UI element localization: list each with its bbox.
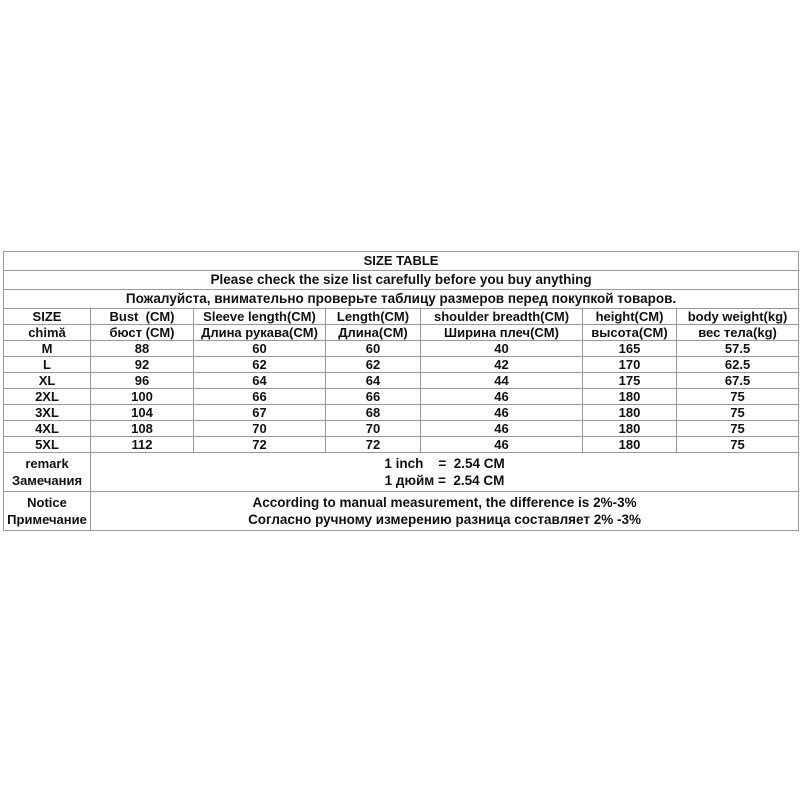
header-cell: chimă bbox=[4, 325, 91, 341]
table-cell: 46 bbox=[421, 389, 583, 405]
remark-line-inch: 1 inch = 2.54 CM bbox=[384, 456, 505, 471]
check-notice-en: Please check the size list carefully before you buy anything bbox=[4, 271, 799, 290]
table-cell: 96 bbox=[91, 373, 194, 389]
table-cell: 64 bbox=[326, 373, 421, 389]
table-title: SIZE TABLE bbox=[4, 252, 799, 271]
table-cell: 60 bbox=[326, 341, 421, 357]
table-cell: 57.5 bbox=[677, 341, 799, 357]
table-cell: 180 bbox=[583, 421, 677, 437]
header-row-en bbox=[4, 309, 799, 325]
notice-label-en: Notice bbox=[27, 495, 67, 510]
check-notice-ru: Пожалуйста, внимательно проверьте таблицу размеров перед покупкой товаров. bbox=[4, 290, 799, 309]
remark-content bbox=[91, 453, 799, 492]
size-cell: 5XL bbox=[4, 437, 91, 453]
notice-row-en bbox=[4, 271, 799, 290]
table-row bbox=[4, 405, 799, 421]
table-cell: 100 bbox=[91, 389, 194, 405]
table-row bbox=[4, 389, 799, 405]
table-cell: 75 bbox=[677, 437, 799, 453]
table-cell: 70 bbox=[326, 421, 421, 437]
table-cell: 42 bbox=[421, 357, 583, 373]
table-cell: 64 bbox=[194, 373, 326, 389]
table-cell: 67.5 bbox=[677, 373, 799, 389]
table-cell: 75 bbox=[677, 421, 799, 437]
table-cell: 67 bbox=[194, 405, 326, 421]
notice-label bbox=[4, 492, 91, 531]
size-cell: 3XL bbox=[4, 405, 91, 421]
table-cell: 180 bbox=[583, 389, 677, 405]
table-cell: 75 bbox=[677, 405, 799, 421]
size-table bbox=[3, 251, 799, 531]
table-row bbox=[4, 341, 799, 357]
table-cell: 62.5 bbox=[677, 357, 799, 373]
header-cell: высота(CM) bbox=[583, 325, 677, 341]
table-cell: 180 bbox=[583, 437, 677, 453]
header-cell: Длина рукава(CM) bbox=[194, 325, 326, 341]
table-cell: 180 bbox=[583, 405, 677, 421]
table-cell: 92 bbox=[91, 357, 194, 373]
table-cell: 104 bbox=[91, 405, 194, 421]
header-cell: Ширина плеч(CM) bbox=[421, 325, 583, 341]
table-cell: 72 bbox=[326, 437, 421, 453]
table-cell: 62 bbox=[194, 357, 326, 373]
table-row bbox=[4, 373, 799, 389]
header-cell: Длина(CM) bbox=[326, 325, 421, 341]
size-cell: 2XL bbox=[4, 389, 91, 405]
table-cell: 88 bbox=[91, 341, 194, 357]
table-cell: 72 bbox=[194, 437, 326, 453]
notice-row-ru bbox=[4, 290, 799, 309]
remark-label-en: remark bbox=[25, 456, 69, 471]
remark-label bbox=[4, 453, 91, 492]
table-cell: 60 bbox=[194, 341, 326, 357]
table-row bbox=[4, 437, 799, 453]
table-cell: 175 bbox=[583, 373, 677, 389]
table-cell: 40 bbox=[421, 341, 583, 357]
table-cell: 68 bbox=[326, 405, 421, 421]
notice-label-ru: Примечание bbox=[7, 512, 87, 527]
table-cell: 44 bbox=[421, 373, 583, 389]
table-cell: 70 bbox=[194, 421, 326, 437]
notice-content bbox=[91, 492, 799, 531]
table-cell: 75 bbox=[677, 389, 799, 405]
notice-line-en: According to manual measurement, the difference is 2%-3% bbox=[252, 495, 637, 510]
table-cell: 170 bbox=[583, 357, 677, 373]
size-cell: XL bbox=[4, 373, 91, 389]
header-cell: Bust (CM) bbox=[91, 309, 194, 325]
table-cell: 66 bbox=[326, 389, 421, 405]
header-cell: бюст (CM) bbox=[91, 325, 194, 341]
remark-line-ru: 1 дюйм = 2.54 CM bbox=[384, 473, 505, 488]
header-cell: вес тела(kg) bbox=[677, 325, 799, 341]
header-row-ru bbox=[4, 325, 799, 341]
table-cell: 66 bbox=[194, 389, 326, 405]
table-cell: 112 bbox=[91, 437, 194, 453]
size-cell: L bbox=[4, 357, 91, 373]
table-cell: 46 bbox=[421, 437, 583, 453]
table-cell: 46 bbox=[421, 405, 583, 421]
table-cell: 46 bbox=[421, 421, 583, 437]
notice-line-ru: Согласно ручному измерению разница составляет 2% -3% bbox=[248, 512, 641, 527]
notice-row bbox=[4, 492, 799, 531]
title-row bbox=[4, 252, 799, 271]
table-cell: 165 bbox=[583, 341, 677, 357]
header-cell: height(CM) bbox=[583, 309, 677, 325]
header-cell: SIZE bbox=[4, 309, 91, 325]
table-cell: 62 bbox=[326, 357, 421, 373]
header-cell: body weight(kg) bbox=[677, 309, 799, 325]
header-cell: Length(CM) bbox=[326, 309, 421, 325]
table-row bbox=[4, 421, 799, 437]
header-cell: Sleeve length(CM) bbox=[194, 309, 326, 325]
remark-label-ru: Замечания bbox=[11, 473, 83, 488]
size-cell: M bbox=[4, 341, 91, 357]
header-cell: shoulder breadth(CM) bbox=[421, 309, 583, 325]
remark-row bbox=[4, 453, 799, 492]
table-cell: 108 bbox=[91, 421, 194, 437]
table-row bbox=[4, 357, 799, 373]
size-cell: 4XL bbox=[4, 421, 91, 437]
